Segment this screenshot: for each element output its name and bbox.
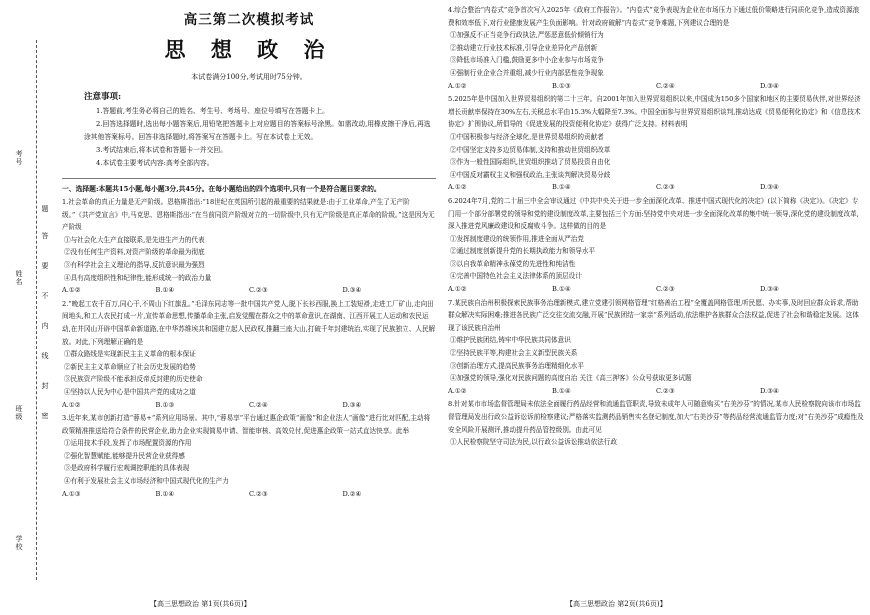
statement-option: ④坚持以人民为中心是中国共产党的成功之道 xyxy=(64,387,196,396)
exam-page-2 xyxy=(448,0,864,615)
answer-choice-b: B.①④ xyxy=(155,489,175,498)
class-label: 班级 xyxy=(15,405,23,421)
statement-option: ③是政府科学履行宏观调控职能的具体表现 xyxy=(64,464,190,473)
question-stem: 2.“晚起工农千百万,同心干,不周山下红旗乱。”毛泽东同志等一批中国共产党人,脱下长衫西服,换上工装短褂,走进工厂矿山,走向田间地头,和工人农民打成一片,宣传革命思想,传播革命主张,启发觉醒在群众之中的革命意识,在湖南、江西开展工人运动和农民运动,在井冈山开辟中国革命新道路,在中华苏维埃共和国建立起人民政权,推翻三座大山,打破千年封建统治,实现了民族独立、人民解放。对此,下列理解正确的是 xyxy=(62,299,436,346)
exam-title: 高三第二次模拟考试 xyxy=(183,12,315,28)
answer-choice-d: D.②④ xyxy=(342,489,362,498)
answer-choice-a: A.①② xyxy=(448,386,467,395)
answer-choice-a: A.①② xyxy=(448,81,467,90)
question-2 xyxy=(62,298,436,411)
answer-choice-a: A.①② xyxy=(62,286,81,295)
statement-option: ③创新治理方式,提高民族事务治理精细化水平 xyxy=(450,361,584,370)
school-label: 学校 xyxy=(15,535,23,551)
answer-choice-b: B.①④ xyxy=(552,285,571,294)
seal-word-7: 封 xyxy=(41,382,49,390)
answer-choice-c: C.②③ xyxy=(249,286,268,295)
answer-choice-d: D.③④ xyxy=(760,386,779,395)
seal-word-6: 线 xyxy=(41,352,49,360)
statement-option: ③降低市场准入门槛,鼓励更多中小企业参与市场竞争 xyxy=(450,56,604,65)
question-3 xyxy=(62,412,436,500)
binding-dashed-line xyxy=(36,40,37,580)
seal-word-1: 题 xyxy=(41,205,49,213)
answer-choices xyxy=(448,80,864,93)
question-stem: 1.社会革命的真正力量是无产阶级。恩格斯指出:“18世纪在英国所引起的最重要的结果就是:由于工业革命,产生了无产阶级。”《共产党宣言》中,马克思、恩格斯指出:“在当前同资产阶级对立的一切阶级中,只有无产阶级是真正革命的阶级。”这是因为无产阶级 xyxy=(62,198,435,232)
subject-title: 思 想 政 治 xyxy=(164,37,334,62)
question-stem: 4.综合整治“内卷式”竞争首次写入2025年《政府工作报告》。“内卷式”竞争表现为企业在市场压力下通过低价策略进行同质化竞争,造成资源浪费和效率低下,对行业健康发展产生负面影响。针对政府破解“内卷式”竞争难题,下列建议合理的是 xyxy=(448,6,860,27)
statement-option: ③民族资产阶级不能承担反帝反封建的历史使命 xyxy=(64,375,203,384)
statement-option: ①加强反不正当竞争行政执法,严惩恶意低价倾销行为 xyxy=(450,31,604,40)
answer-choice-c: C.②③ xyxy=(249,489,268,498)
answer-choices xyxy=(448,385,864,398)
notice-item: 4.本试卷主要考试内容:高考全部内容。 xyxy=(96,159,214,167)
seal-word-2: 答 xyxy=(41,232,49,240)
statement-option: ②推动建立行业技术标准,引导企业差异化产品创新 xyxy=(450,43,598,52)
answer-choice-a: A.①③ xyxy=(62,489,81,498)
statement-option: ①中国积极参与经济全球化,是世界贸易组织的贡献者 xyxy=(450,132,604,141)
answer-choice-d: D.③④ xyxy=(760,81,779,90)
exam-number-label: 考号 xyxy=(15,150,23,166)
answer-choice-a: A.①② xyxy=(62,400,81,409)
statement-option: ③以自我革命精神永葆党的先进性和纯洁性 xyxy=(450,259,576,268)
statement-option: ②强化智慧赋能,能够提升民营企业获得感 xyxy=(64,451,185,460)
question-stem: 5.2025年是中国加入世界贸易组织的第二十三年。自2001年加入世界贸易组织以来,中国成为150多个国家和地区的主要贸易伙伴,对世界经济增长贡献率保持在30%左右,关税总水平由15.3%大幅降至7.3%。中国全面参与世界贸易组织谈判,推动达成《贸易便利化协定》和《信息技术协定》扩围协议,所倡导的《促进发展的投资便利化协定》获得广泛支持。材料表明 xyxy=(448,95,861,129)
question-stem: 6.2024年7月,党的二十届三中全会审议通过《中共中央关于进一步全面深化改革、推进中国式现代化的决定》(以下简称《决定》)。《决定》专门用一个部分部署党的领导和党的建设制度改革,主要包括三个方面:坚持党中央对进一步全面深化改革的集中统一领导,深化党的建设制度改革,深入推进党风廉政建设和反腐败斗争。这样做的目的是 xyxy=(448,196,859,231)
statement-option: ②通过制度创新提升党的长期执政能力和领导水平 xyxy=(450,247,596,256)
answer-choices xyxy=(62,488,436,501)
answer-choice-d: D.③④ xyxy=(342,400,362,409)
notice-item: 2.回答选择题时,选出每小题答案后,用铅笔把答题卡上对应题目的答案标号涂黑。如需改动,用橡皮擦干净后,再选涂其他答案标号。回答非选择题时,将答案写在答题卡上。写在本试卷上无效。 xyxy=(84,120,431,141)
statement-option: ③作为一般性国际组织,世贸组织推动了贸易投资自由化 xyxy=(450,158,611,167)
seal-word-5: 内 xyxy=(41,322,49,330)
statement-option: ①群众路线是实现新民主主义革命的根本保证 xyxy=(64,350,196,359)
statement-option: ④强制行业企业合并重组,减少行业内部恶性竞争现象 xyxy=(450,68,604,77)
page-footer: 【高三思想政治 第1页(共6页)】 xyxy=(150,600,251,608)
section-heading: 一、选择题:本题共15小题,每小题3分,共45分。在每小题给出的四个选项中,只有一个是符合题目要求的。 xyxy=(62,185,381,193)
question-4 xyxy=(448,4,864,92)
answer-choices xyxy=(448,181,864,194)
answer-choice-c: C.②④ xyxy=(249,400,268,409)
seal-word-4: 不 xyxy=(41,292,49,300)
answer-choice-c: C.②③ xyxy=(656,386,675,395)
answer-choice-b: B.①④ xyxy=(155,286,175,295)
statement-option: ②没有任何生产资料,对资产阶级的革命最为彻底 xyxy=(64,248,205,257)
seal-word-8: 密 xyxy=(41,412,49,420)
answer-choices xyxy=(448,283,864,296)
notice-item: 1.答题前,考生务必将自己的姓名、考生号、考场号、座位号填写在答题卡上。 xyxy=(96,107,329,115)
notice-item: 3.考试结束后,将本试卷和答题卡一并交回。 xyxy=(96,146,227,154)
name-label: 姓名 xyxy=(15,270,23,286)
answer-choice-b: B.①③ xyxy=(552,81,571,90)
statement-option: ④加强党的领导,强化对民族问题的高度自治 关注《高三押客》公众号获取更多试题 xyxy=(450,374,692,383)
statement-option: ①发挥制度建设的统领作用,推进全面从严治党 xyxy=(450,234,584,243)
answer-choice-a: A.①② xyxy=(448,285,467,294)
statement-option: ①维护民族团结,铸牢中华民族共同体意识 xyxy=(450,336,571,345)
question-stem: 8.针对某市市场监督管理局未依法全面履行药品经营和流通监管职责,导致未成年人可随意购买“右美沙芬”的情况,某市人民检察院向该市市场监督管理局发出行政公益诉讼诉前检察建议;严格落实监测药品销售实名登记制度,加大“右美沙芬”等药品经营流通监管力度;对“右美沙芬”成瘾性及安全风险开展测评,推动提升药品管控级别。由此可见 xyxy=(448,400,864,434)
notice-title: 注意事项: xyxy=(84,92,122,102)
section-divider xyxy=(62,178,436,179)
answer-choices xyxy=(62,399,436,412)
statement-option: ④中国反对霸权主义和强权政治,主张谈判解决贸易分歧 xyxy=(450,170,611,179)
answer-choices xyxy=(62,284,436,297)
answer-choice-d: D.③④ xyxy=(760,285,779,294)
statement-option: ④完善中国特色社会主义法律体系的顶层设计 xyxy=(450,272,582,281)
answer-choice-b: B.①③ xyxy=(155,400,175,409)
statement-option: ③有科学社会主义理论的指导,反抗意识最为强烈 xyxy=(64,260,205,269)
question-1 xyxy=(62,196,436,297)
exam-meta: 本试卷满分100分,考试用时75分钟。 xyxy=(191,73,307,81)
statement-option: ②新民主主义革命顺应了社会历史发展的趋势 xyxy=(64,362,196,371)
question-stem: 7.某民族自治州积极探索民族事务治理新模式,建立党建引领网格管理“红格善治工程”全覆盖网格管理,听民愿、办实事,及时回应群众诉求,帮助群众解决实际困难;推进各民族广泛交往交流交融,开展“民族团结一家亲”系列活动,依法维护各族群众合法权益,促进了社会和谐稳定发展。这体现了该民族自治州 xyxy=(448,298,859,332)
binding-margin xyxy=(0,0,62,615)
answer-choice-c: C.②③ xyxy=(656,285,675,294)
statement-option: ①人民检察院坚守司法为民,以行政公益诉讼推动依法行政 xyxy=(450,438,617,447)
answer-choice-b: B.①④ xyxy=(552,386,571,395)
statement-option: ②坚持民族平等,构建社会主义新型民族关系 xyxy=(450,349,578,358)
statement-option: ②中国坚定支持多边贸易体制,支持和推动世贸组织改革 xyxy=(450,145,611,154)
question-7 xyxy=(448,297,864,398)
statement-option: ①运用技术手段,发挥了市场配置资源的作用 xyxy=(64,439,192,448)
statement-option: ④具有高度组织性和纪律性,能形成统一的政治力量 xyxy=(64,273,212,282)
answer-choice-d: D.③④ xyxy=(342,286,362,295)
page-footer: 【高三思想政治 第2页(共6页)】 xyxy=(566,600,667,608)
question-8 xyxy=(448,398,864,448)
question-5 xyxy=(448,93,864,194)
answer-choice-a: A.①② xyxy=(448,183,467,192)
answer-choice-d: D.③④ xyxy=(760,183,779,192)
question-6 xyxy=(448,195,864,296)
answer-choice-c: C.②④ xyxy=(656,81,675,90)
statement-option: ①与社会化大生产直接联系,是先进生产力的代表 xyxy=(64,235,205,244)
statement-option: ④有利于发展社会主义市场经济和中国式现代化的生产力 xyxy=(64,477,229,486)
answer-choice-c: C.②③ xyxy=(656,183,675,192)
seal-word-3: 要 xyxy=(41,262,49,270)
question-stem: 3.近年来,某市创新打造“蓉易+”系列应用场景。其中,“蓉易享”平台通过惠企政策“画像”和企业法人“画像”进行比对匹配,主动将政策精准推送给符合条件的民营企业,助力企业实现简易申请、智能审核、高效兑付,促进惠企政策一站式直达快享。此举 xyxy=(62,414,431,435)
answer-choice-b: B.①④ xyxy=(552,183,571,192)
exam-page-1 xyxy=(62,0,436,615)
